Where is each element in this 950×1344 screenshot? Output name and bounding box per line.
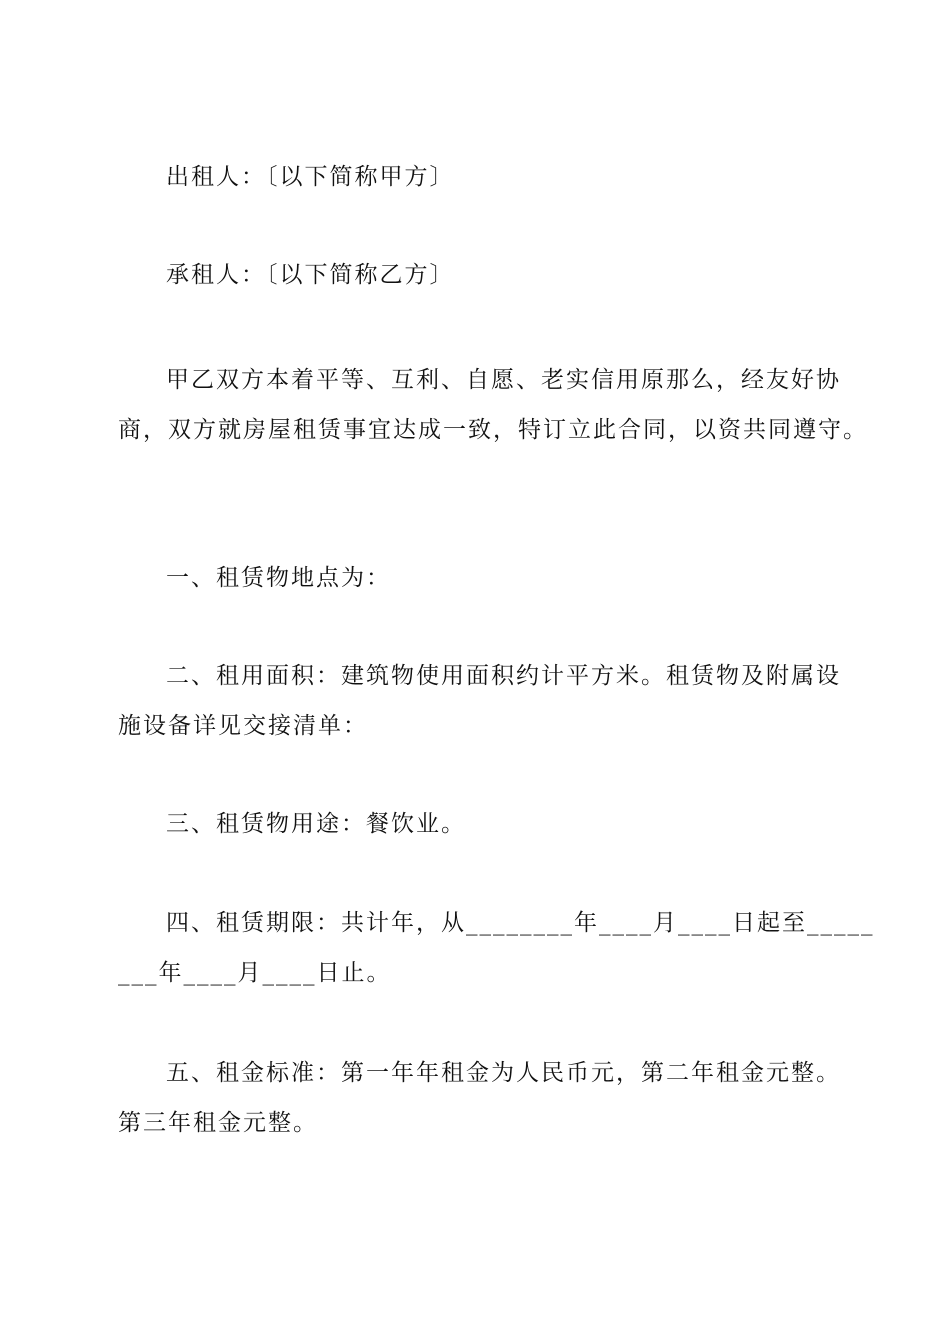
clause-2-line-2: 施设备详见交接清单：: [118, 713, 368, 739]
intro-line-1: 甲乙双方本着平等、互利、自愿、老实信用原那么，经友好协: [166, 367, 841, 393]
intro-line-2: 商，双方就房屋租赁事宜达成一致，特订立此合同，以资共同遵守。: [118, 417, 868, 443]
clause-4-line-1: 四、租赁期限：共计年，从________年____月____日起至_____: [166, 910, 875, 936]
lessor-line: 出租人：〔以下简称甲方〕: [166, 164, 455, 190]
clause-3: 三、租赁物用途：餐饮业。: [166, 811, 466, 837]
clause-2-line-1: 二、租用面积：建筑物使用面积约计平方米。租赁物及附属设: [166, 663, 841, 689]
clause-4-line-2: ___年____月____日止。: [118, 960, 392, 986]
clause-5-line-1: 五、租金标准：第一年年租金为人民币元，第二年租金元整。: [166, 1060, 841, 1086]
clause-1: 一、租赁物地点为：: [166, 565, 391, 591]
lessee-line: 承租人：〔以下简称乙方〕: [166, 262, 455, 288]
clause-5-line-2: 第三年租金元整。: [118, 1110, 318, 1136]
